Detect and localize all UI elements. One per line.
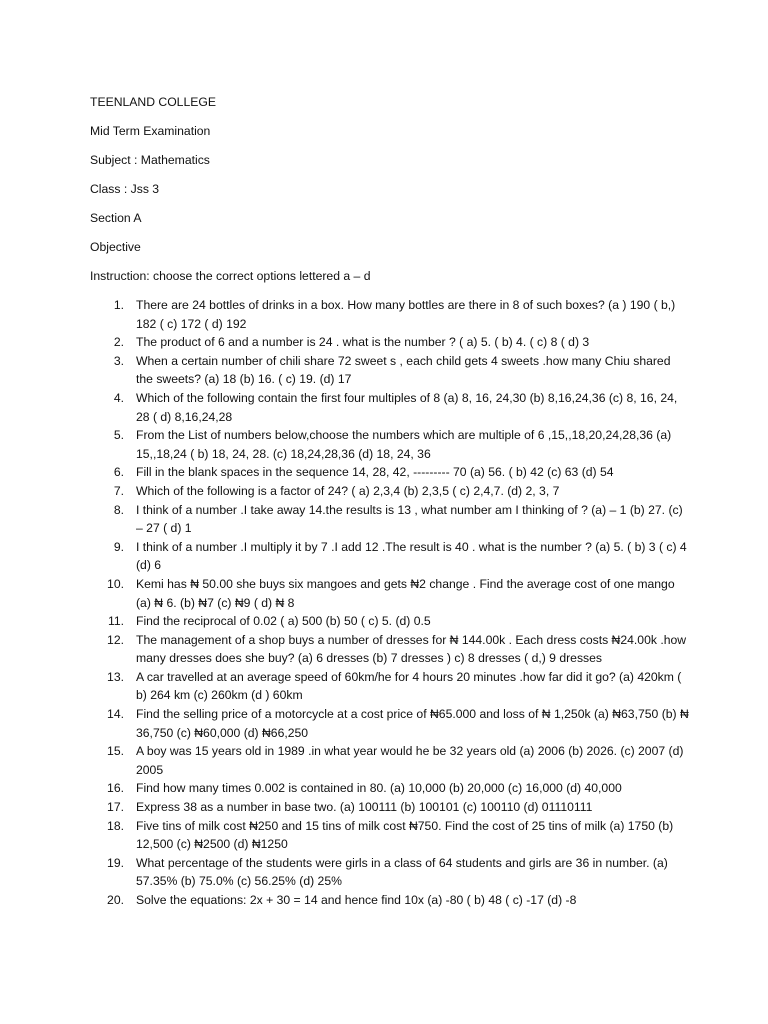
question-number: 12. (107, 632, 124, 647)
question-text: A boy was 15 years old in 1989 .in what year would he be 32 years old (a) 2006 (b) 2026. (c) 2007 (d) 2005 (136, 744, 684, 777)
question-item (90, 501, 690, 538)
question-item (90, 333, 690, 352)
question-number: 18. (107, 818, 124, 833)
question-number: 6. (113, 465, 124, 480)
question-text: Which of the following contain the first four multiples of 8 (a) 8, 16, 24,30 (b) 8,16,24,36 (c) 8, 16, 24, 28 ( d) 8,16,24,28 (136, 390, 678, 424)
question-number: 11. (107, 614, 124, 629)
question-item (90, 779, 690, 798)
question-text: A car travelled at an average speed of 60km/he for 4 hours 20 minutes .how far did it go? (a) 420km ( b) 264 km (c) 260km (d ) 60km (136, 669, 682, 703)
question-number: 17. (107, 800, 124, 815)
question-item (90, 854, 690, 891)
question-item (90, 631, 690, 668)
question-text: I think of a number .I multiply it by 7 .I add 12 .The result is 40 . what is the number ? (a) 5. ( b) 3 ( c) 4 (d) 6 (136, 539, 687, 573)
question-text: Five tins of milk cost ₦250 and 15 tins of milk cost ₦750. Find the cost of 25 tins of milk (a) 1750 (b) 12,500 (c) ₦2500 (d) ₦1250 (136, 818, 674, 852)
question-text: What percentage of the students were girls in a class of 64 students and girls are 36 in number. (a) 57.35% (b) 75.0% (c) 56.25% (d) 25% (136, 855, 668, 889)
question-number: 5. (113, 428, 124, 443)
section-line: Section A (90, 211, 142, 225)
subject-line: Subject : Mathematics (90, 153, 210, 167)
question-number: 13. (107, 669, 124, 684)
question-text: Express 38 as a number in base two. (a) 100111 (b) 100101 (c) 100110 (d) 01110111 (136, 800, 593, 815)
question-number: 1. (113, 298, 124, 312)
question-item (90, 798, 690, 817)
question-text: Kemi has ₦ 50.00 she buys six mangoes and gets ₦2 change . Find the average cost of one mango (a) ₦ 6. (b) ₦7 (c) ₦9 ( d) ₦ 8 (136, 576, 675, 610)
exam-title: Mid Term Examination (90, 124, 211, 138)
exam-header (90, 92, 370, 290)
question-item (90, 891, 690, 910)
instruction-line: Instruction: choose the correct options lettered a – d (90, 269, 371, 283)
question-text: The product of 6 and a number is 24 . what is the number ? ( a) 5. ( b) 4. ( c) 8 ( d) 3 (136, 335, 590, 350)
question-item (90, 705, 690, 742)
class-line: Class : Jss 3 (90, 182, 160, 196)
question-item (90, 426, 690, 463)
question-item (90, 538, 690, 575)
question-item (90, 612, 690, 631)
question-item (90, 463, 690, 482)
question-number: 15. (107, 744, 124, 759)
question-text: Find the reciprocal of 0.02 ( a) 500 (b) 50 ( c) 5. (d) 0.5 (136, 614, 431, 629)
question-number: 7. (113, 483, 124, 498)
question-number: 8. (113, 502, 124, 517)
question-text: Fill in the blank spaces in the sequence 14, 28, 42, --------- 70 (a) 56. ( b) 42 (c) 63 (d) 54 (136, 465, 614, 480)
question-item (90, 482, 690, 501)
question-number: 3. (113, 353, 124, 368)
question-text: Find how many times 0.002 is contained in 80. (a) 10,000 (b) 20,000 (c) 16,000 (d) 40,000 (136, 781, 622, 796)
objective-line: Objective (90, 240, 141, 254)
question-text: The management of a shop buys a number of dresses for ₦ 144.00k . Each dress costs ₦24.00k .how many dresses does she buy? (a) 6 dresses (b) 7 dresses ) c) 8 dresses ( d,) 9 dresses (136, 632, 687, 666)
school-name: TEENLAND COLLEGE (90, 95, 216, 109)
question-text: Which of the following is a factor of 24? ( a) 2,3,4 (b) 2,3,5 ( c) 2,4,7. (d) 2, 3, 7 (136, 483, 560, 498)
question-item (90, 352, 690, 389)
question-number: 14. (107, 707, 124, 722)
question-item (90, 742, 690, 779)
question-number: 16. (107, 781, 124, 796)
question-text: There are 24 bottles of drinks in a box. How many bottles are there in 8 of such boxes? (a ) 190 ( b,) 182 ( c) 172 ( d) 192 (136, 298, 676, 331)
question-item (90, 389, 690, 426)
question-text: When a certain number of chili share 72 sweet s , each child gets 4 sweets .how many Chiu shared the sweets? (a) 18 (b) 16. ( c) 19. (d) 17 (136, 353, 671, 387)
question-item (90, 575, 690, 612)
question-number: 19. (107, 855, 124, 870)
question-text: Solve the equations: 2x + 30 = 14 and hence find 10x (a) -80 ( b) 48 ( c) -17 (d) -8 (136, 893, 577, 907)
question-text: From the List of numbers below,choose the numbers which are multiple of 6 ,15,,18,20,24,28,36 (a) 15,,18,24 ( b) 18, 24, 28. (c) 18,24,28,36 (d) 18, 24, 36 (136, 428, 672, 461)
question-number: 4. (113, 390, 124, 405)
question-number: 9. (113, 539, 124, 554)
question-list (90, 296, 690, 910)
question-item (90, 668, 690, 705)
question-number: 10. (107, 576, 124, 591)
question-number: 2. (113, 335, 124, 350)
question-text: Find the selling price of a motorcycle at a cost price of ₦65.000 and loss of ₦ 1,250k (a) ₦63,750 (b) ₦ 36,750 (c) ₦60,000 (d) ₦66,250 (136, 707, 689, 740)
question-number: 20. (107, 893, 124, 907)
question-item (90, 817, 690, 854)
question-item (90, 296, 690, 333)
question-text: I think of a number .I take away 14.the results is 13 , what number am I thinking of ? (a) – 1 (b) 27. (c) – 27 ( d) 1 (136, 502, 683, 536)
